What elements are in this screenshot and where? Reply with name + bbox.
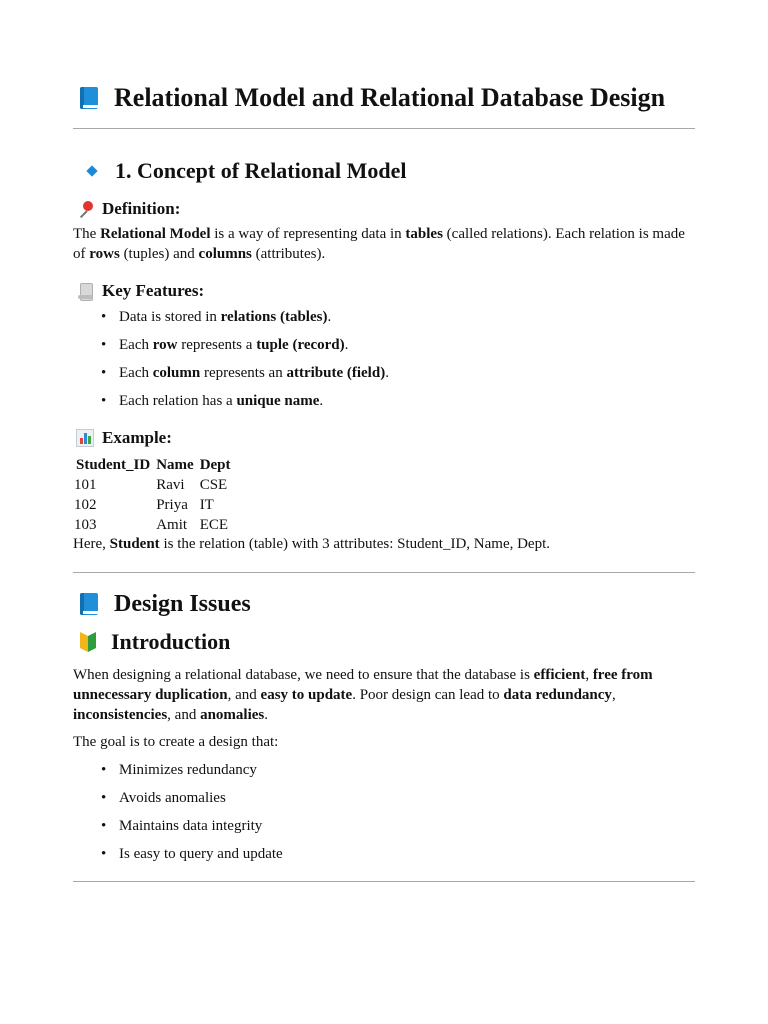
text-run: . Poor design can lead to — [352, 687, 504, 703]
text-run: Data is stored in — [119, 309, 221, 325]
list-item — [73, 816, 695, 836]
section-heading-text: Design Issues — [114, 590, 251, 617]
example-note — [73, 534, 695, 554]
text-run: (called relations). Each relation is made of — [73, 226, 685, 262]
bullet-icon: • — [101, 846, 107, 862]
bold-text: Relational Model — [100, 226, 211, 242]
bold-text: tuple (record) — [256, 337, 345, 353]
bold-text: columns — [198, 246, 252, 262]
goal-text: The goal is to create a design that: — [73, 734, 279, 750]
list-item-text — [119, 309, 331, 325]
bullet-icon: • — [101, 309, 107, 325]
subheading-text: Introduction — [111, 629, 231, 654]
introduction-paragraph — [73, 665, 695, 725]
list-item — [73, 844, 695, 864]
divider — [73, 128, 695, 129]
table-header-cell: Dept — [199, 457, 231, 473]
table-header-cell: Student_ID — [76, 457, 151, 473]
text-run: . — [344, 337, 349, 353]
goals-list — [73, 760, 695, 864]
text-run: represents an — [200, 365, 287, 381]
bullet-icon: • — [101, 365, 107, 381]
table-row — [73, 495, 234, 515]
bold-text: tables — [405, 226, 443, 242]
section-heading-text: 1. Concept of Relational Model — [115, 158, 407, 183]
blue-book-icon — [78, 592, 100, 616]
bullet-icon: • — [101, 790, 107, 806]
divider — [73, 881, 695, 882]
blue-book-icon — [78, 86, 100, 110]
text-run: is a way of representing data in — [210, 226, 406, 242]
bold-text: efficient — [533, 667, 586, 683]
table-header-row — [73, 455, 234, 475]
section-heading-concept — [83, 156, 406, 186]
example-table — [73, 455, 234, 535]
key-features-list — [73, 307, 695, 411]
table-cell: ECE — [199, 517, 229, 533]
list-item — [73, 760, 695, 780]
bold-text: Student — [109, 536, 160, 552]
list-item-text — [119, 365, 389, 381]
table-row — [73, 475, 234, 495]
subheading-definition — [76, 198, 180, 220]
table-cell: 102 — [74, 497, 97, 513]
table-header-cell: Name — [156, 457, 194, 473]
table-cell: 103 — [74, 517, 97, 533]
page-title — [78, 80, 695, 116]
table-cell: Amit — [156, 517, 188, 533]
bold-text: inconsistencies — [73, 707, 168, 723]
subheading-introduction — [78, 627, 230, 657]
text-run: . — [327, 309, 332, 325]
text-run: , — [585, 667, 593, 683]
table-cell: Ravi — [156, 477, 185, 493]
bullet-icon: • — [101, 818, 107, 834]
list-item — [73, 788, 695, 808]
text-run: (tuples) and — [119, 246, 199, 262]
subheading-text: Example: — [102, 428, 172, 447]
bold-text: free from unnecessary duplication — [73, 667, 653, 703]
small-blue-diamond-icon — [87, 166, 97, 176]
bullet-icon: • — [101, 762, 107, 778]
subheading-text: Key Features: — [102, 281, 205, 300]
text-run: . — [319, 393, 324, 409]
list-item — [73, 363, 695, 383]
bold-text: row — [152, 337, 178, 353]
subheading-example — [76, 427, 172, 449]
definition-paragraph — [73, 224, 695, 264]
bold-text: anomalies — [200, 707, 265, 723]
table-row — [73, 515, 234, 535]
bold-text: attribute (field) — [286, 365, 386, 381]
list-item-text — [119, 337, 348, 353]
bold-text: easy to update — [260, 687, 353, 703]
text-run: , — [611, 687, 616, 703]
text-run: , and — [167, 707, 201, 723]
bold-text: relations (tables) — [220, 309, 328, 325]
subheading-text: Definition: — [102, 199, 181, 218]
list-item-text: Is easy to query and update — [119, 846, 283, 862]
text-run: Each relation has a — [119, 393, 237, 409]
text-run: Here, — [73, 536, 110, 552]
text-run: . — [264, 707, 269, 723]
scroll-icon — [76, 282, 94, 300]
bar-chart-icon — [76, 429, 94, 447]
list-item-text: Maintains data integrity — [119, 818, 263, 834]
bold-text: column — [152, 365, 201, 381]
pushpin-icon — [76, 200, 94, 218]
table-cell: Priya — [156, 497, 188, 513]
text-run: When designing a relational database, we need to ensure that the database is — [73, 667, 534, 683]
text-run: The — [73, 226, 101, 242]
list-item-text: Avoids anomalies — [119, 790, 226, 806]
table-cell: IT — [199, 497, 214, 513]
section-heading-design-issues — [78, 589, 251, 619]
list-item — [73, 307, 695, 327]
subheading-key-features — [76, 280, 204, 302]
text-run: (attributes). — [251, 246, 326, 262]
page-title-text: Relational Model and Relational Database Design — [114, 83, 666, 112]
bold-text: unique name — [236, 393, 320, 409]
table-cell: 101 — [74, 477, 97, 493]
bullet-icon: • — [101, 393, 107, 409]
list-item — [73, 335, 695, 355]
list-item — [73, 391, 695, 411]
list-item-text — [119, 393, 323, 409]
text-run: Each — [119, 365, 153, 381]
text-run: , and — [227, 687, 261, 703]
text-run: . — [385, 365, 389, 381]
bold-text: data redundancy — [503, 687, 612, 703]
list-item-text: Minimizes redundancy — [119, 762, 257, 778]
text-run: is the relation (table) with 3 attributes: Student_ID, Name, Dept. — [159, 536, 551, 552]
bold-text: rows — [89, 246, 120, 262]
table-cell: CSE — [199, 477, 228, 493]
text-run: represents a — [177, 337, 257, 353]
bullet-icon: • — [101, 337, 107, 353]
text-run: Each — [119, 337, 153, 353]
japanese-beginner-symbol-icon — [78, 630, 98, 654]
divider — [73, 572, 695, 573]
